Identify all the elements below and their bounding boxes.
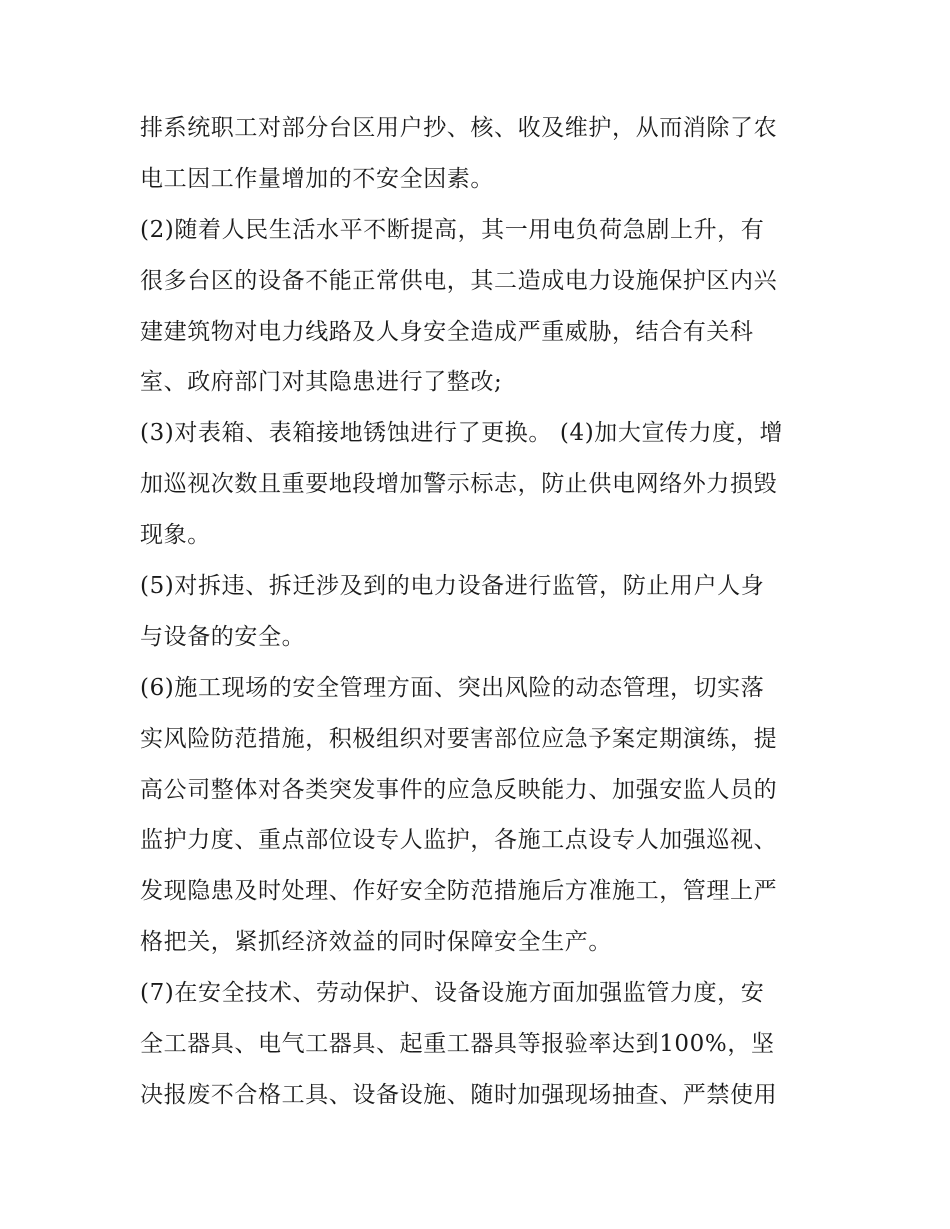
text-line: 建建筑物对电力线路及人身安全造成严重威胁，结合有关科 bbox=[140, 318, 754, 345]
text-line: 很多台区的设备不能正常供电，其二造成电力设施保护区内兴 bbox=[140, 267, 778, 294]
text-line: (3)对表箱、表箱接地锈蚀进行了更换。 (4)加大宣传力度，增 bbox=[140, 420, 784, 447]
text-line: 电工因工作量增加的不安全因素。 bbox=[140, 165, 494, 192]
text-line: 格把关，紧抓经济效益的同时保障安全生产。 bbox=[140, 929, 612, 956]
text-line: (7)在安全技术、劳动保护、设备设施方面加强监管力度，安 bbox=[140, 980, 765, 1007]
text-line: 决报废不合格工具、设备设施、随时加强现场抽查、严禁使用 bbox=[140, 1081, 778, 1108]
text-line: 与设备的安全。 bbox=[140, 623, 306, 650]
text-line: 监护力度、重点部位设专人监护，各施工点设专人加强巡视、 bbox=[140, 827, 778, 854]
text-line: (2)随着人民生活水平不断提高，其一用电负荷急剧上升，有 bbox=[140, 216, 765, 243]
text-line: 加巡视次数且重要地段增加警示标志，防止供电网络外力损毁 bbox=[140, 471, 778, 498]
text-line: 排系统职工对部分台区用户抄、核、收及维护，从而消除了农 bbox=[140, 115, 778, 141]
text-line: 高公司整体对各类突发事件的应急反映能力、加强安监人员的 bbox=[140, 776, 778, 803]
text-line: (5)对拆违、拆迁涉及到的电力设备进行监管，防止用户人身 bbox=[140, 573, 765, 600]
text-line: 室、政府部门对其隐患进行了整改; bbox=[140, 369, 503, 396]
text-line: 现象。 bbox=[140, 522, 211, 549]
body-text bbox=[140, 103, 820, 1121]
text-line: (6)施工现场的安全管理方面、突出风险的动态管理，切实落 bbox=[140, 674, 765, 701]
text-line: 发现隐患及时处理、作好安全防范措施后方准施工，管理上严 bbox=[140, 878, 778, 905]
text-line: 全工器具、电气工器具、起重工器具等报验率达到100%，坚 bbox=[140, 1031, 775, 1058]
text-line: 实风险防范措施，积极组织对要害部位应急予案定期演练，提 bbox=[140, 725, 778, 752]
